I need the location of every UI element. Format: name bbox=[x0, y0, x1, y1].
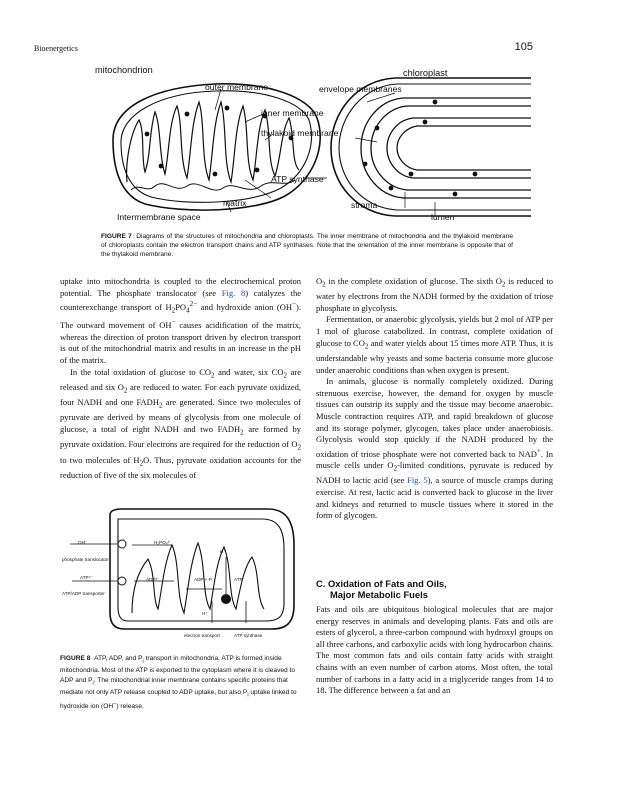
fig8-label-h-bottom: H⁺ bbox=[202, 611, 208, 616]
paragraph: $O_2$ in the complete oxidation of glucose. The sixth $O_2$ is reduced to water by electrons from the NADH formed by the oxidation of triose phosphate in glycolysis. bbox=[316, 276, 553, 313]
label-intermembrane-space: Intermembrane space bbox=[117, 212, 201, 222]
label-envelope-membranes: envelope membranes bbox=[319, 84, 402, 94]
fig8-label-hplus: H⁺ bbox=[220, 549, 226, 554]
figure-7-drawing bbox=[95, 62, 531, 232]
label-thylakoid-membrane: thylakoid membrane bbox=[261, 128, 339, 138]
fig-8-link[interactable]: Fig. 8 bbox=[221, 287, 246, 298]
figure-8-drawing bbox=[62, 505, 302, 651]
fig8-label-atp-synthase: ATP synthase bbox=[234, 633, 263, 638]
label-mitochondrion: mitochondrion bbox=[95, 65, 153, 75]
right-column-section bbox=[316, 604, 553, 697]
fig-5-link[interactable]: Fig. 5 bbox=[407, 475, 428, 486]
label-outer-membrane: outer membrane bbox=[205, 82, 269, 92]
section-heading: C. Oxidation of Fats and Oils, Major Metabolic Fuels bbox=[316, 578, 447, 600]
fig8-label-atp: ATP⁴⁻ bbox=[80, 575, 93, 580]
left-column bbox=[60, 276, 301, 481]
fig8-label-oh: OH⁻ bbox=[78, 540, 88, 545]
label-atp-synthase: ATP synthase bbox=[271, 174, 324, 184]
fig8-label-atp-adp-transporter: ATP/ADP transporter bbox=[62, 591, 105, 596]
figure-7-caption bbox=[101, 232, 513, 260]
figure-8-caption: FIGURE 8 ATP, ADP, and $P_i$ transport in mitochondria. ATP is formed inside mitochondria. Most of the ATP is exported to the cytoplasm where it is cleaved to ADP and $P_i$. The mitochondrial inner membrane contains specific proteins that mediate not only ATP release coupled to ADP uptake, but also $P_i$ uptake linked to hydroxide ion (OH−) release. bbox=[60, 655, 297, 711]
fig8-label-phosphate-translocator: phosphate translocator bbox=[62, 557, 109, 562]
paragraph: Fermentation, or anaerobic glycolysis, yields but 2 mol of ATP per 1 mol of glucose catabolized. In contrast, complete oxidation of glucose to $CO_2$ and water yields about 15 times more ATP. Thus, it is understandable why yeasts and some bacteria consume more glucose under anaerobic conditions than when oxygen is present. bbox=[316, 314, 553, 375]
fig8-label-adp-in: ADP³⁻ bbox=[146, 577, 160, 582]
figure-7-caption-text: Diagrams of the structures of mitochondria and chloroplasts. The inner membrane of mitochondria and the thylakoid membrane of chloroplasts contain the electron transport chains and ATP synthases. Note that the orientation of the inner membrane is opposite that of the thylakoid membrane. bbox=[101, 233, 513, 259]
fig8-label-atp-in: ATP bbox=[234, 577, 243, 582]
figure-7 bbox=[95, 62, 531, 232]
paragraph: uptake into mitochondria is coupled to the electrochemical proton potential. The phosphate translocator (see Fig. 8) catalyzes the counterexchange transport of $H_2PO_4^{2-}$ and hydroxide anion (OH−). The outward movement of OH− causes acidification of the matrix, whereas the direction of proton transport driven by electron transport is out of the mitochondrial matrix and results in an increase in the pH of the matrix. bbox=[60, 276, 302, 365]
paragraph: In the total oxidation of glucose to $CO_2$ and water, six $CO_2$ are released and six $O_2$ are reduced to water. For each pyruvate oxidized, four NADH and one $FADH_2$ are generated. Since two molecules of pyruvate are derived by means of glycolysis from one molecule of glucose, a total of eight NADH and two $FADH_2$ are formed by pyruvate oxidation. Four electrons are required for the reduction of $O_2$ to two molecules of $H_2O$. Thus, pyruvate oxidation accounts for the reduction of five of the six molecules of bbox=[60, 366, 302, 480]
right-column bbox=[316, 276, 553, 522]
label-chloroplast: chloroplast bbox=[403, 68, 448, 78]
label-stroma: stroma bbox=[351, 200, 378, 210]
figure-8-caption-label: FIGURE 8 bbox=[60, 655, 91, 662]
paragraph: Fats and oils are ubiquitous biological molecules that are major energy reserves in animals and developing plants. Fats and oils are esters of glycerol, a three-carbon compound with hydroxyl groups on all three carbons, and carboxylic acids with long hydrocarbon chains. The most common fats and oils contain fatty acids with straight chains with an even number of carbon atoms. Most often, the total number of carbons in a fatty acid in a triglyceride ranges from 14 to 18. The difference between a fat and an bbox=[316, 604, 553, 696]
label-lumen: lumen bbox=[431, 212, 455, 222]
figure-7-caption-label: FIGURE 7 bbox=[101, 233, 132, 240]
paragraph: In animals, glucose is normally completely oxidized. During strenuous exercise, however, the demand for oxygen by muscle tissues can outstrip its supply and the tissue may become anaerobic. Muscle contraction requires ATP, and rapid breakdown of glucose and its storage polymer, glycogen, takes place under anaerobiosis. Glycolysis would stop quickly if the NADH produced by the oxidation of triose phosphate were not converted back to NAD+. In muscle cells under $O_2$-limited conditions, pyruvate is reduced by NADH to lactic acid (see Fig. 5), a source of muscle cramps during exercise. At rest, lactic acid is converted back to glucose in the liver and kidneys and returned to muscle tissues where it stored in the form of glycogen. bbox=[316, 376, 553, 521]
label-inner-membrane: inner membrane bbox=[261, 108, 324, 118]
fig8-label-electron-transport: electron transport bbox=[184, 633, 220, 638]
fig8-label-h2po4: H₂PO₄²⁻ bbox=[154, 540, 172, 545]
label-matrix: matrix bbox=[223, 198, 247, 208]
running-head: Bioenergetics bbox=[34, 44, 78, 53]
fig8-label-adp-pi: ADP + Pᵢ bbox=[194, 577, 213, 582]
figure-8 bbox=[62, 505, 302, 651]
page-number: 105 bbox=[514, 41, 533, 53]
